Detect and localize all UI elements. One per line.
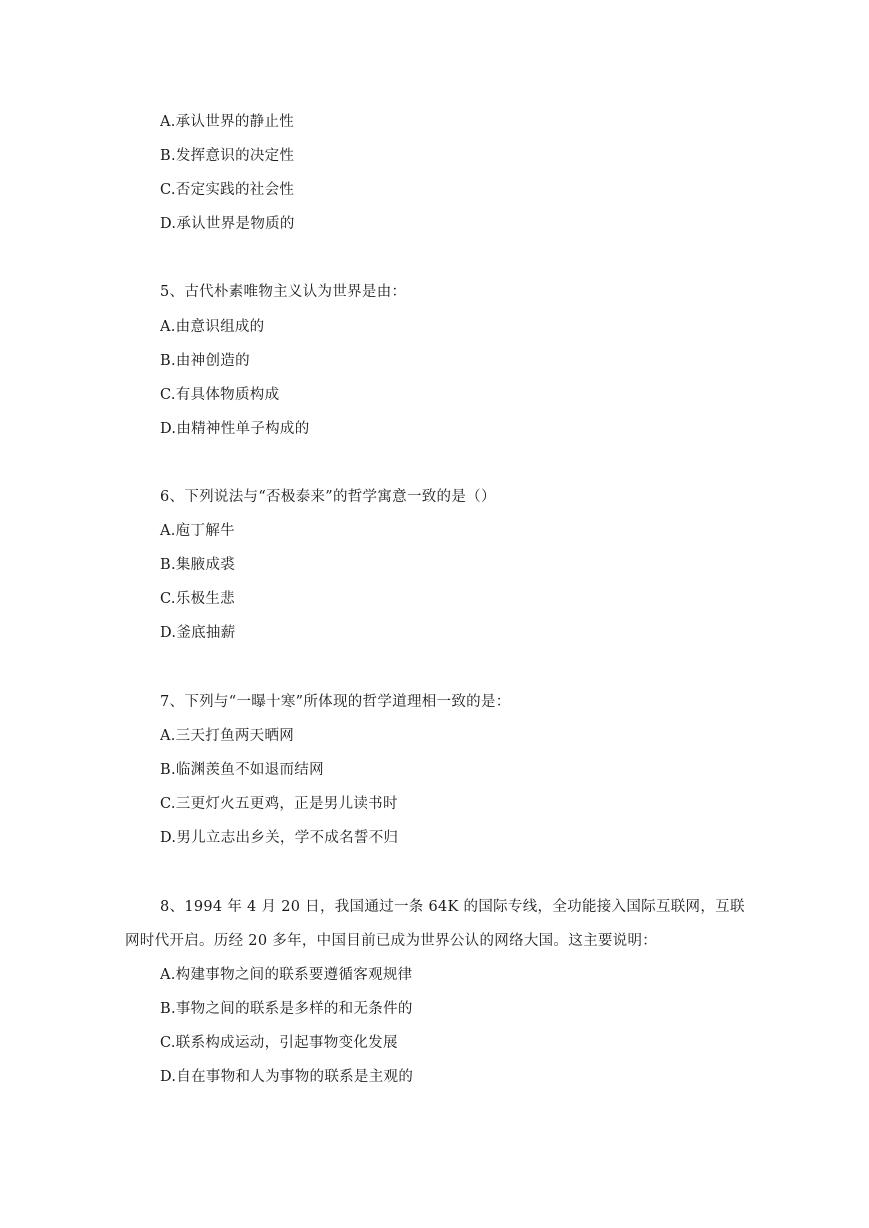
q6-option-b: B.集腋成裘 [160, 557, 236, 573]
q7-option-d: D.男儿立志出乡关，学不成名誓不归 [160, 830, 399, 846]
q7-option-c: C.三更灯火五更鸡，正是男儿读书时 [160, 796, 398, 812]
q4-option-a: A.承认世界的静止性 [160, 114, 295, 130]
q6-option-c: C.乐极生悲 [160, 591, 235, 607]
q6-stem: 6、下列说法与“否极泰来”的哲学寓意一致的是（） [160, 489, 496, 505]
q7-option-b: B.临渊羡鱼不如退而结网 [160, 762, 324, 778]
q8-option-c: C.联系构成运动，引起事物变化发展 [160, 1035, 398, 1051]
q7-stem: 7、下列与“一曝十寒”所体现的哲学道理相一致的是： [160, 694, 511, 710]
q7-option-a: A.三天打鱼两天晒网 [160, 728, 295, 744]
q4-option-d: D.承认世界是物质的 [160, 216, 295, 232]
q5-option-d: D.由精神性单子构成的 [160, 421, 310, 437]
q6-option-d: D.釜底抽薪 [160, 625, 236, 641]
q5-option-b: B.由神创造的 [160, 353, 250, 369]
q6-option-a: A.庖丁解牛 [160, 523, 235, 539]
q4-option-b: B.发挥意识的决定性 [160, 148, 295, 164]
q4-option-c: C.否定实践的社会性 [160, 182, 295, 198]
q5-option-c: C.有具体物质构成 [160, 387, 280, 403]
q8-stem-line-1: 8、1994 年 4 月 20 日，我国通过一条 64K 的国际专线，全功能接入国际互联网，互联 [160, 899, 745, 915]
q5-stem: 5、古代朴素唯物主义认为世界是由： [160, 284, 407, 300]
q5-option-a: A.由意识组成的 [160, 319, 265, 335]
q8-option-b: B.事物之间的联系是多样的和无条件的 [160, 1001, 413, 1017]
q8-option-d: D.自在事物和人为事物的联系是主观的 [160, 1069, 414, 1085]
q8-option-a: A.构建事物之间的联系要遵循客观规律 [160, 967, 413, 983]
q8-stem-line-2: 网时代开启。历经 20 多年，中国目前已成为世界公认的网络大国。这主要说明： [125, 933, 658, 949]
